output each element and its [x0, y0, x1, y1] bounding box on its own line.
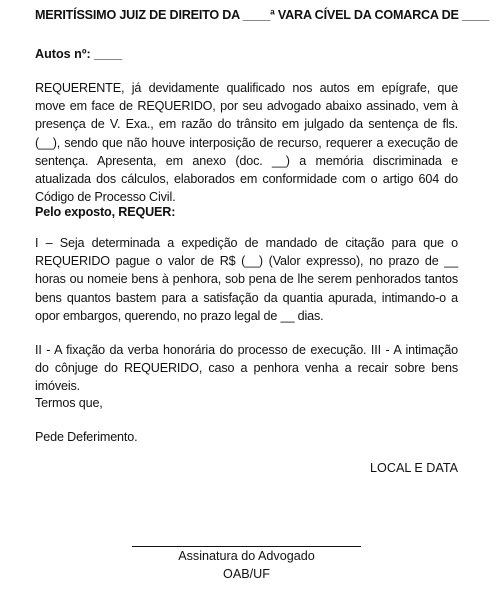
case-number-label: Autos nº: ____: [35, 47, 123, 61]
request-heading: Pelo exposto, REQUER:: [35, 205, 176, 219]
intro-paragraph: REQUERENTE, já devidamente qualificado nos autos em epígrafe, que move em face de REQUERIDO, por seu advogado abaixo assinado, vem à presença de V. Exa., em razão do trânsito em julgado da sentença de fls. (__), sendo que não houve interposição de recurso, requerer a execução de sentença. Apresenta, em anexo (doc. __) a memória discriminada e atualizada dos cálculos, elaborados em conformidade com o artigo 604 do Código de Processo Civil.: [35, 81, 458, 205]
request-item-2-3: II - A fixação da verba honorária do processo de execução. III - A intimação do cônjuge do REQUERIDO, caso a penhora venha a recair sobre bens imóveis.: [35, 343, 458, 394]
place-date: LOCAL E DATA: [370, 461, 458, 475]
closing-request: Pede Deferimento.: [35, 430, 138, 444]
signature-label: Assinatura do Advogado: [178, 549, 315, 563]
signature-line: [132, 546, 361, 547]
court-heading: MERITÍSSIMO JUIZ DE DIREITO DA ____ª VARA CÍVEL DA COMARCA DE ____: [35, 8, 490, 22]
signature-registry: OAB/UF: [223, 567, 270, 581]
request-item-1: I – Seja determinada a expedição de mandado de citação para que o REQUERIDO pague o valor de R$ (__) (Valor expresso), no prazo de __ horas ou nomeie bens à penhora, sob pena de lhe serem penhorados tantos bens quantos bastem para a satisfação da quantia apurada, intimando-o a opor embargos, querendo, no prazo legal de __ dias.: [35, 236, 458, 323]
closing-terms: Termos que,: [35, 396, 103, 410]
